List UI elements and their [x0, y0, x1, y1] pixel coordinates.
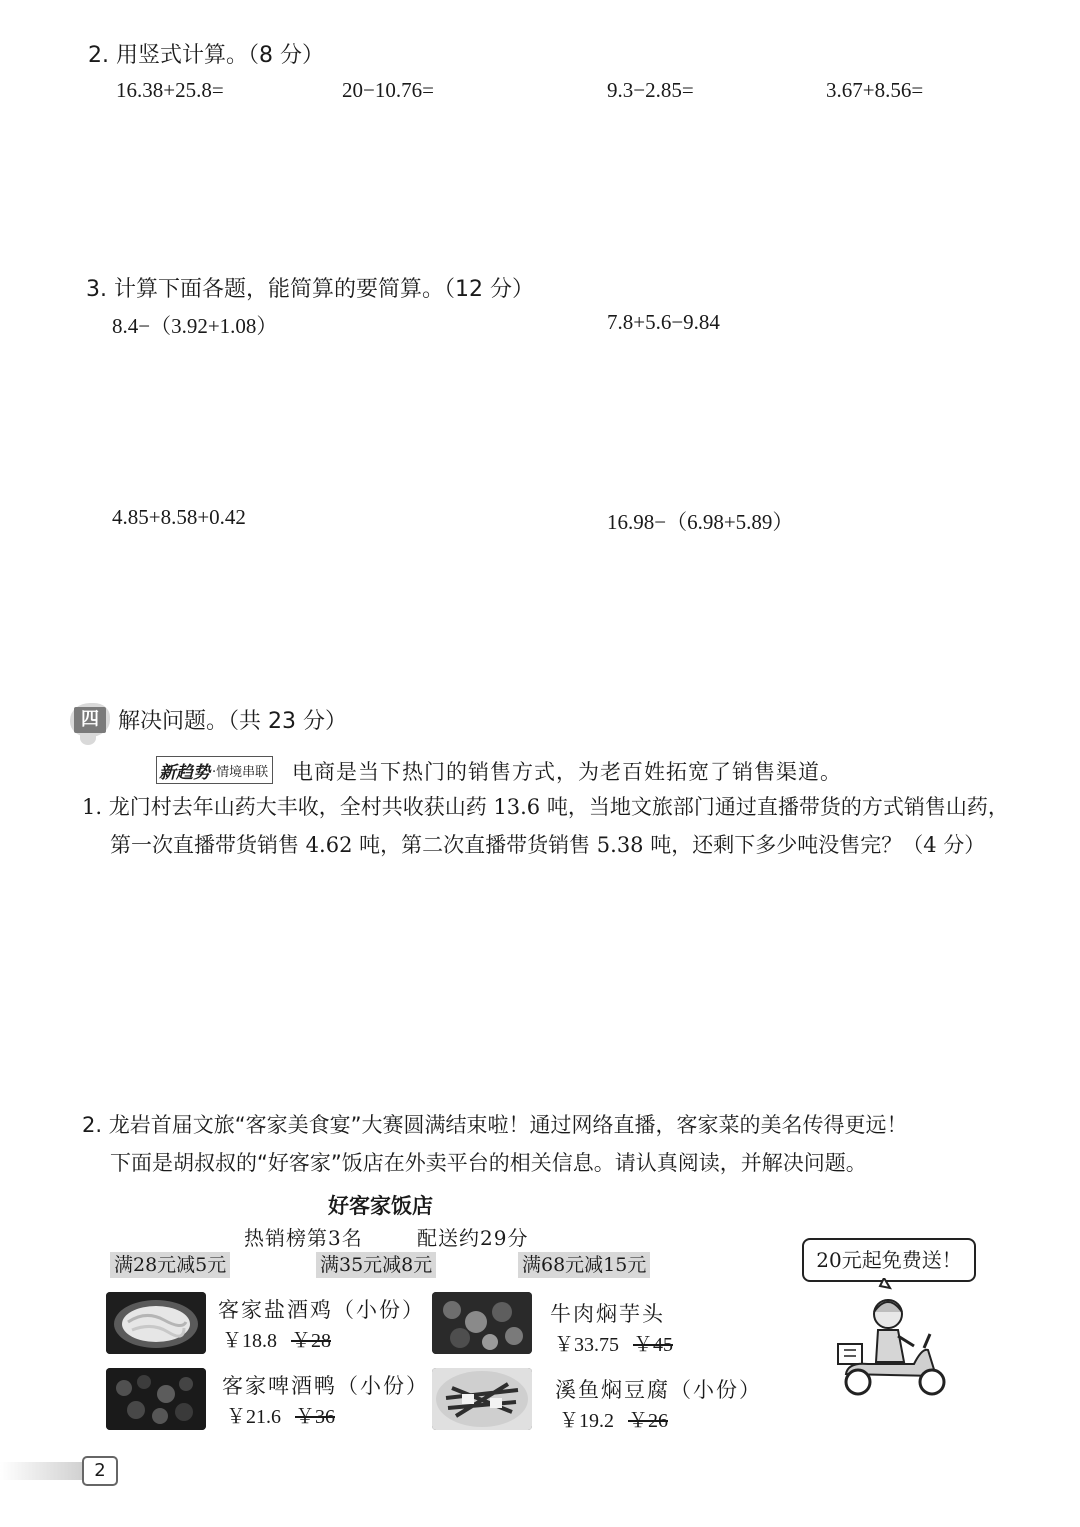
- trend-tag-sub: ·情境串联: [212, 764, 269, 780]
- q3-title: 3. 计算下面各题，能简算的要简算。（12 分）: [86, 277, 534, 302]
- coupon-2: 满35元减8元: [316, 1252, 436, 1278]
- page-number-strip: [0, 1462, 84, 1480]
- q2-title: 2. 用竖式计算。（8 分）: [88, 43, 324, 68]
- free-delivery-bubble: 20元起免费送！: [802, 1238, 976, 1282]
- dish-name-2: 牛肉焖芋头: [550, 1302, 665, 1326]
- dish-price-old-3: ￥36: [295, 1406, 335, 1428]
- q3-expr-4: 16.98−（6.98+5.89）: [607, 510, 794, 534]
- dish-photo-fish-tofu: [432, 1368, 532, 1430]
- dish-price-old-1: ￥28: [291, 1330, 331, 1352]
- dish-name-3: 客家啤酒鸭（小份）: [222, 1374, 429, 1398]
- dish-photo-beer-duck: [106, 1368, 206, 1430]
- section-number: 四: [74, 707, 106, 733]
- shop-rank: 热销榜第3名: [244, 1226, 363, 1250]
- courier-scooter-icon: [828, 1278, 954, 1402]
- dish-price-old-2: ￥45: [633, 1334, 673, 1356]
- dish-price-old-4: ￥26: [628, 1410, 668, 1432]
- section-badge: [70, 703, 110, 737]
- q3-expr-1: 8.4−（3.92+1.08）: [112, 314, 278, 338]
- page-number: 2: [82, 1456, 118, 1486]
- q2-expr-3: 9.3−2.85=: [607, 78, 694, 102]
- dish-price-2: [554, 1328, 673, 1357]
- dish-name-4: 溪鱼焖豆腐（小份）: [555, 1378, 762, 1402]
- dish-price-current-4: ￥19.2: [559, 1410, 614, 1432]
- problem-1-line-2: 第一次直播带货销售 4.62 吨，第二次直播带货销售 5.38 吨，还剩下多少吨没售完？（4 分）: [110, 833, 986, 857]
- problem-2-line-1: 2. 龙岩首届文旅“客家美食宴”大赛圆满结束啦！通过网络直播，客家菜的美名传得更远！: [82, 1113, 908, 1137]
- problem-1-line-1: 1. 龙门村去年山药大丰收，全村共收获山药 13.6 吨，当地文旅部门通过直播带货的方式销售山药，: [82, 795, 1009, 819]
- dish-name-1: 客家盐酒鸡（小份）: [218, 1298, 425, 1322]
- trend-text: 电商是当下热门的销售方式，为老百姓拓宽了销售渠道。: [292, 760, 842, 784]
- dish-price-current-2: ￥33.75: [554, 1334, 619, 1356]
- dish-photo-salt-chicken: [106, 1292, 206, 1354]
- dish-price-3: [226, 1400, 335, 1429]
- dish-price-1: [222, 1324, 331, 1353]
- trend-tag-main: 新趋势: [159, 762, 210, 783]
- problem-2-line-2: 下面是胡叔叔的“好客家”饭店在外卖平台的相关信息。请认真阅读，并解决问题。: [110, 1151, 867, 1175]
- dish-photo-beef-taro: [432, 1292, 532, 1354]
- shop-delivery-time: 配送约29分: [417, 1226, 529, 1250]
- q3-expr-3: 4.85+8.58+0.42: [112, 505, 246, 529]
- trend-tag: [156, 756, 273, 784]
- q2-expr-2: 20−10.76=: [342, 78, 434, 102]
- q3-expr-2: 7.8+5.6−9.84: [607, 310, 720, 334]
- coupon-1: 满28元减5元: [110, 1252, 230, 1278]
- coupon-3: 满68元减15元: [518, 1252, 650, 1278]
- shop-name: 好客家饭店: [328, 1194, 433, 1218]
- section-title: 解决问题。（共 23 分）: [118, 709, 347, 734]
- dish-price-current-1: ￥18.8: [222, 1330, 277, 1352]
- dish-price-current-3: ￥21.6: [226, 1406, 281, 1428]
- dish-price-4: [559, 1404, 668, 1433]
- q2-expr-4: 3.67+8.56=: [826, 78, 924, 102]
- q2-expr-1: 16.38+25.8=: [116, 78, 224, 102]
